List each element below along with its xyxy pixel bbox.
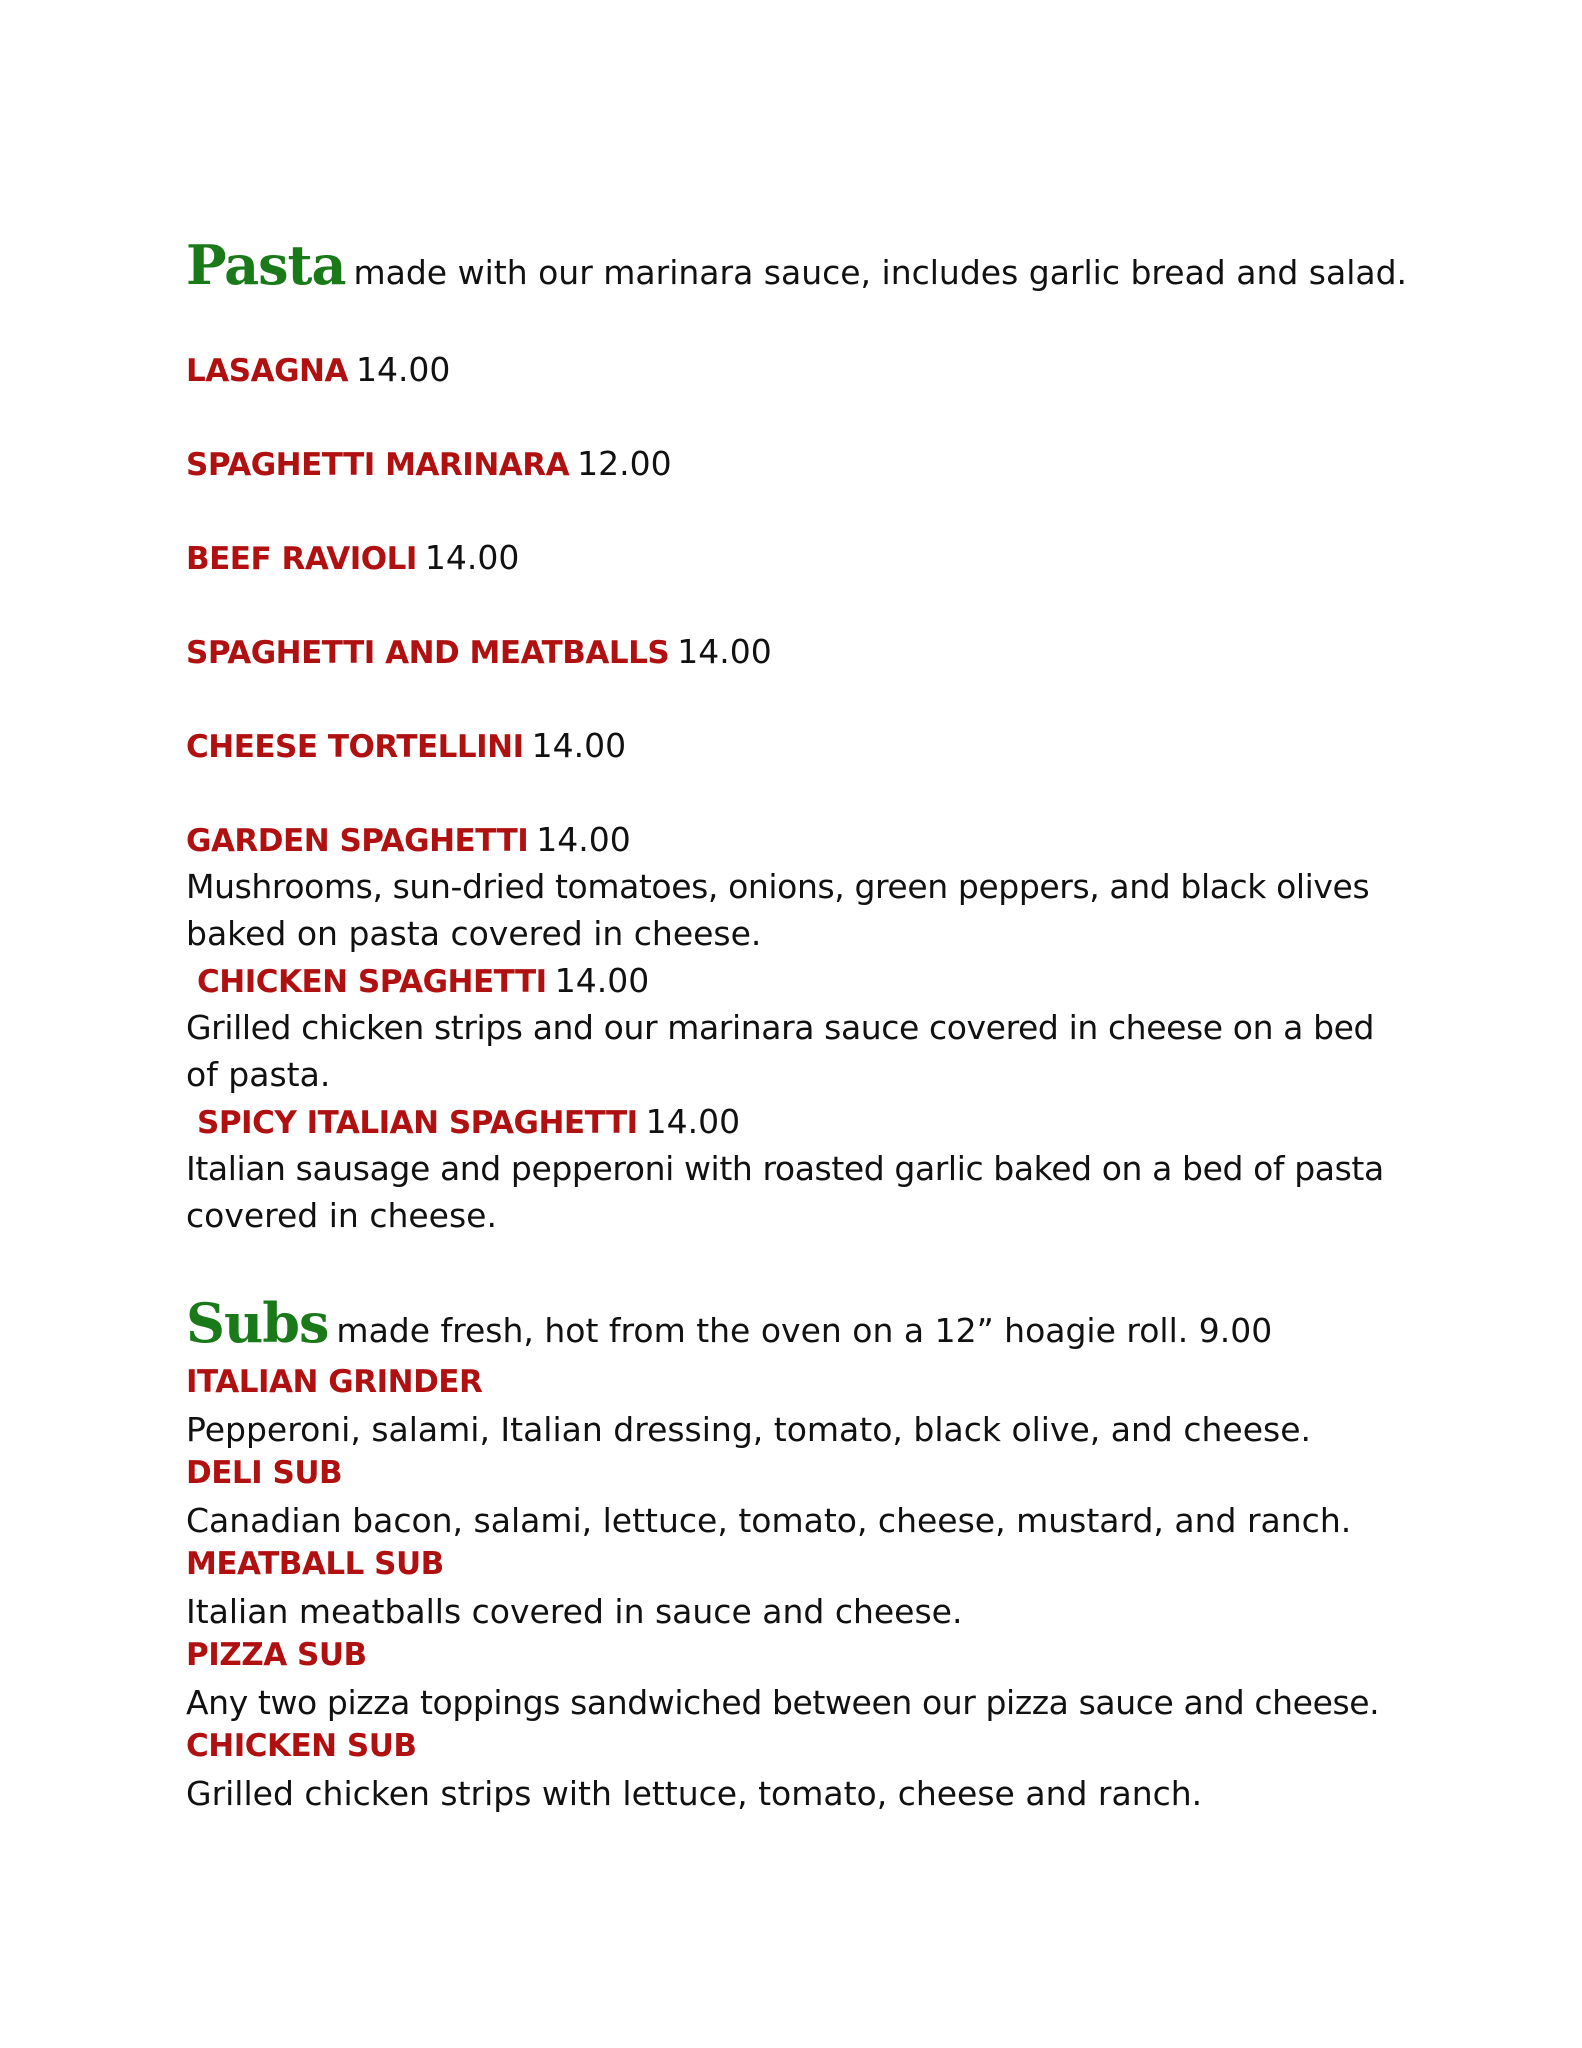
menu-item (186, 538, 520, 577)
item-description: covered in cheese. (186, 1196, 497, 1235)
pasta-description: made with our marinara sauce, includes garlic bread and salad. (353, 253, 1408, 292)
menu-item (186, 632, 772, 671)
item-description: Mushrooms, sun-dried tomatoes, onions, green peppers, and black olives (186, 867, 1370, 906)
subs-description: made fresh, hot from the oven on a 12” hoagie roll. 9.00 (336, 1311, 1273, 1350)
item-description: Italian sausage and pepperoni with roasted garlic baked on a bed of pasta (186, 1149, 1384, 1188)
item-price: 14.00 (677, 632, 772, 671)
item-price: 14.00 (355, 350, 451, 389)
pasta-title: Pasta (186, 233, 346, 297)
menu-item (186, 1637, 367, 1673)
item-price: 12.00 (577, 444, 672, 483)
menu-item (186, 820, 631, 859)
item-price: 14.00 (531, 726, 627, 765)
item-price: 14.00 (536, 820, 631, 859)
menu-item (186, 1364, 483, 1400)
item-price: 14.00 (424, 538, 520, 577)
item-price: 14.00 (645, 1102, 741, 1141)
item-name: CHICKEN SPAGHETTI (197, 964, 547, 1000)
menu-item (186, 444, 672, 483)
item-description: Pepperoni, salami, Italian dressing, tomato, black olive, and cheese. (186, 1410, 1312, 1449)
item-name: MEATBALL SUB (186, 1546, 444, 1582)
subs-title: Subs (186, 1291, 329, 1355)
item-name: CHEESE TORTELLINI (186, 729, 524, 765)
menu-item (186, 1728, 417, 1764)
item-name: BEEF RAVIOLI (186, 541, 417, 577)
menu-item (197, 961, 650, 1000)
item-name: CHICKEN SUB (186, 1728, 417, 1764)
item-description: Italian meatballs covered in sauce and cheese. (186, 1592, 963, 1631)
item-name: LASAGNA (186, 353, 348, 389)
item-description: Canadian bacon, salami, lettuce, tomato, cheese, mustard, and ranch. (186, 1501, 1352, 1540)
item-name: PIZZA SUB (186, 1637, 367, 1673)
item-name: SPAGHETTI MARINARA (186, 447, 570, 483)
item-name: SPAGHETTI AND MEATBALLS (186, 635, 670, 671)
subs-section-header (186, 1291, 1273, 1355)
item-description: Grilled chicken strips and our marinara sauce covered in cheese on a bed (186, 1008, 1375, 1047)
item-name: SPICY ITALIAN SPAGHETTI (197, 1105, 638, 1141)
item-price: 14.00 (554, 961, 650, 1000)
item-description: Any two pizza toppings sandwiched between our pizza sauce and cheese. (186, 1683, 1380, 1722)
item-description: Grilled chicken strips with lettuce, tomato, cheese and ranch. (186, 1774, 1203, 1813)
menu-item (186, 1546, 444, 1582)
item-description: baked on pasta covered in cheese. (186, 914, 762, 953)
menu-item (186, 726, 627, 765)
item-name: ITALIAN GRINDER (186, 1364, 483, 1400)
menu-item (197, 1102, 741, 1141)
menu-item (186, 350, 451, 389)
item-name: DELI SUB (186, 1455, 343, 1491)
item-name: GARDEN SPAGHETTI (186, 823, 529, 859)
menu-page (186, 0, 1436, 2048)
item-description: of pasta. (186, 1055, 331, 1094)
pasta-section-header (186, 233, 1408, 297)
menu-item (186, 1455, 343, 1491)
